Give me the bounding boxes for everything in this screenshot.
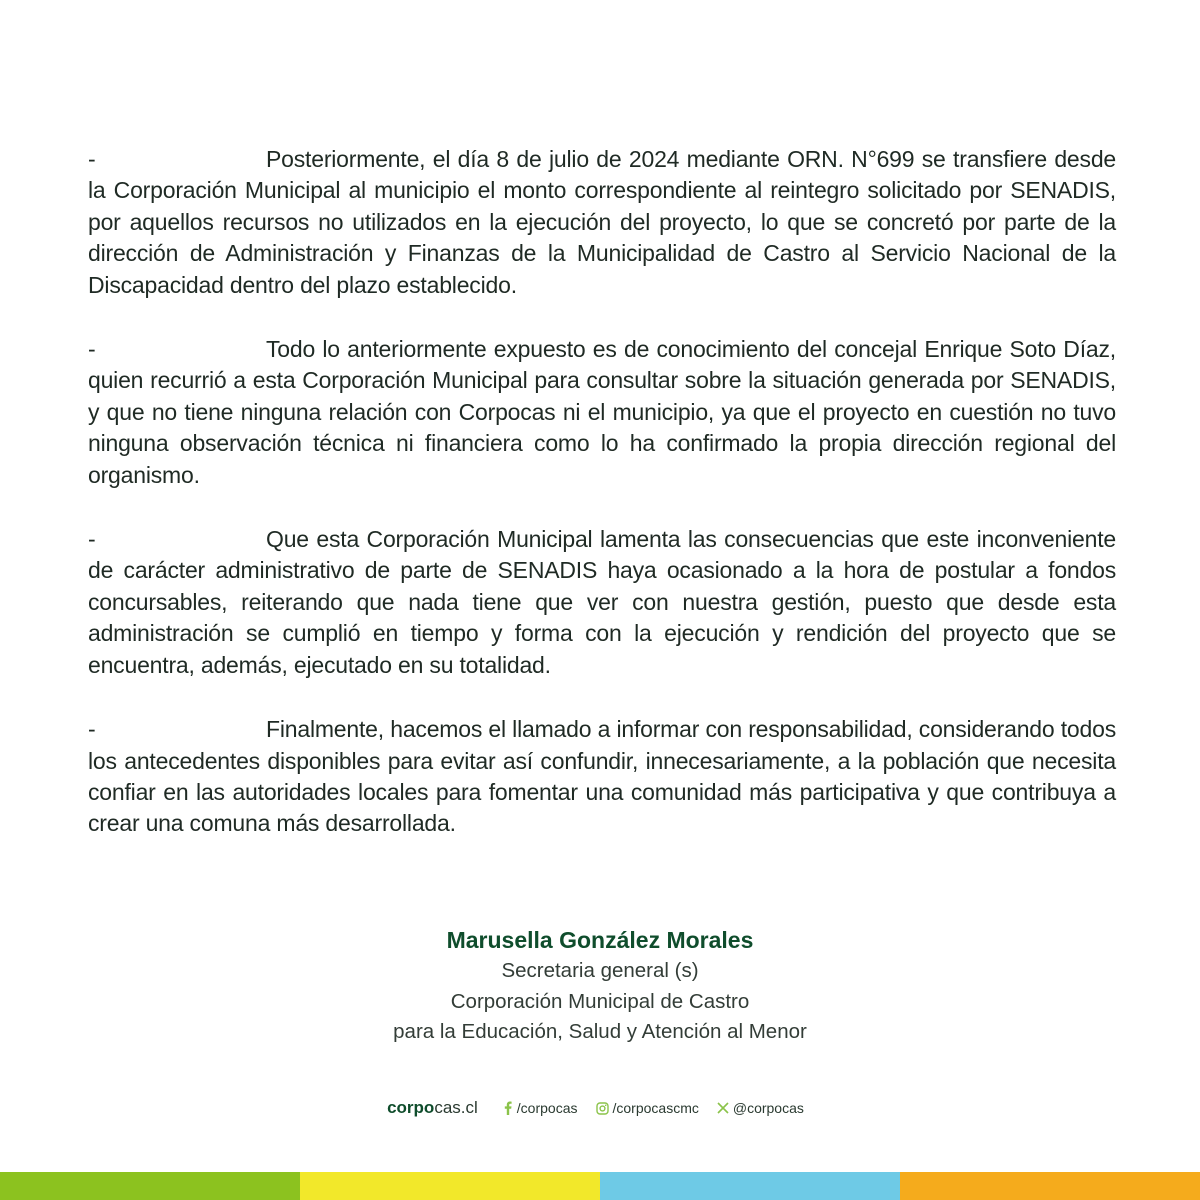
paragraph-3 <box>88 524 1116 681</box>
facebook-link[interactable] <box>503 1100 578 1116</box>
facebook-icon <box>503 1101 513 1115</box>
x-link[interactable] <box>717 1100 804 1116</box>
x-icon <box>717 1102 729 1114</box>
color-segment-orange <box>900 1172 1200 1200</box>
signature-block <box>0 924 1200 1048</box>
website-bold-part: corpo <box>387 1098 435 1117</box>
bullet-dash: - <box>88 526 96 553</box>
paragraph-text: Posteriormente, el día 8 de julio de 2024 mediante ORN. N°699 se transfiere desde la Corporación Municipal al municipio el monto correspondiente al reintegro solicitado por SENADIS, por aquellos recursos no utilizados en la ejecución del proyecto, lo que se concretó por parte de la dirección de Administración y Finanzas de la Municipalidad de Castro al Servicio Nacional de la Discapacidad dentro del plazo establecido. <box>88 146 1116 298</box>
paragraph-text: Que esta Corporación Municipal lamenta las consecuencias que este inconveniente de carácter administrativo de parte de SENADIS haya ocasionado a la hora de postular a fondos concursables, reiterando que nada tiene que ver con nuestra gestión, puesto que desde esta administración se cumplió en tiempo y forma con la ejecución y rendición del proyecto que se encuentra, además, ejecutado en su totalidad. <box>88 526 1116 678</box>
organization-line-2: para la Educación, Salud y Atención al Menor <box>393 1020 807 1043</box>
website-rest-part: cas.cl <box>434 1098 478 1117</box>
color-segment-green <box>0 1172 300 1200</box>
organization-line-1: Corporación Municipal de Castro <box>450 989 750 1013</box>
paragraph-2 <box>88 334 1116 491</box>
color-segment-blue <box>600 1172 900 1200</box>
website-link[interactable] <box>387 1098 478 1118</box>
paragraph-4 <box>88 714 1116 840</box>
brand-color-bar <box>0 1172 1200 1200</box>
bullet-dash: - <box>88 336 96 363</box>
footer <box>0 1098 1200 1118</box>
signatory-title: Secretaria general (s) <box>501 959 699 982</box>
bullet-dash: - <box>88 146 96 172</box>
instagram-handle: /corpocascmc <box>612 1100 699 1116</box>
signatory-name: Marusella González Morales <box>446 927 754 953</box>
paragraph-text: Finalmente, hacemos el llamado a informar con responsabilidad, considerando todos los antecedentes disponibles para evitar así confundir, innecesariamente, a la población que necesita confiar en las autoridades locales para fomentar una comunidad más participativa y que contribuya a crear una comuna más desarrollada. <box>88 716 1116 837</box>
color-segment-yellow <box>300 1172 600 1200</box>
bullet-dash: - <box>88 716 96 743</box>
paragraph-text: Todo lo anteriormente expuesto es de conocimiento del concejal Enrique Soto Díaz, quien recurrió a esta Corporación Municipal para consultar sobre la situación generada por SENADIS, y que no tiene ninguna relación con Corpocas ni el municipio, ya que el proyecto en cuestión no tuvo ninguna observación técnica ni financiera como lo ha confirmado la propia dirección regional del organismo. <box>88 336 1116 488</box>
x-handle: @corpocas <box>732 1100 804 1116</box>
instagram-icon <box>596 1102 609 1115</box>
facebook-handle: /corpocas <box>516 1100 578 1116</box>
paragraph-1 <box>88 144 1116 301</box>
instagram-link[interactable] <box>596 1100 699 1116</box>
document-body <box>88 144 1116 873</box>
